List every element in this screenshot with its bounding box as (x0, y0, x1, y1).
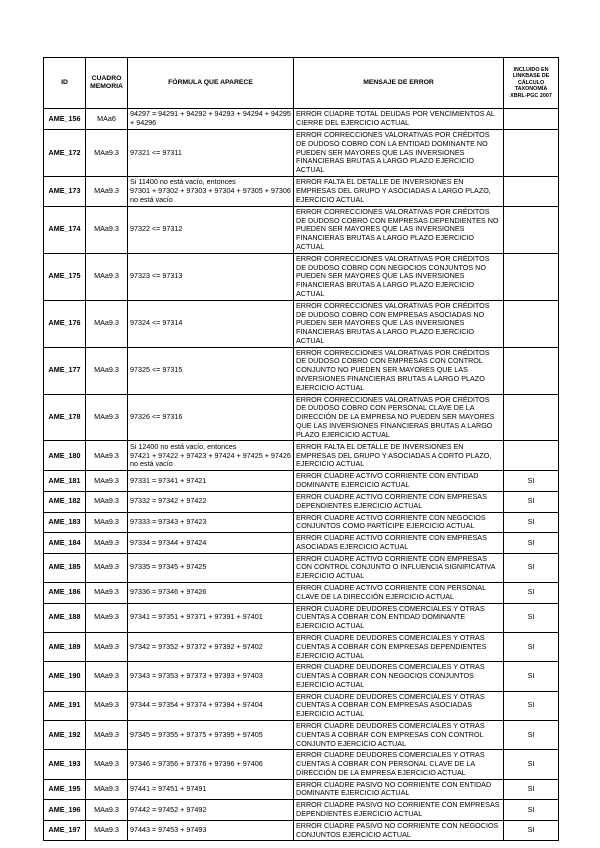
formula-line: 97326 <= 97316 (130, 412, 183, 422)
error-message: ERROR CUADRE ACTIVO CORRIENTE CON ENTIDAD DOMINANTE EJERCICIO ACTUAL (294, 471, 504, 492)
incluido-flag (504, 176, 559, 206)
error-message: ERROR CUADRE TOTAL DEUDAS POR VENCIMIENTOS AL CIERRE DEL EJERCICIO ACTUAL (294, 109, 504, 130)
cuadro-memoria: MAa9.3 (86, 347, 128, 394)
formula-line: 94297 = 94291 + 94292 + 94293 + 94294 + 94295 + 94296 (130, 109, 291, 127)
formula-line: Si 11400 no está vacío, entonces (130, 177, 236, 187)
formula-cell (128, 779, 294, 800)
formula-line: 97323 <= 97313 (130, 271, 183, 281)
table-row (44, 492, 559, 513)
incluido-flag: SI (504, 603, 559, 632)
formula-cell (128, 553, 294, 582)
formula-line: Si 12400 no está vacío, entonces (130, 441, 237, 451)
rule-id: AME_182 (44, 492, 86, 513)
rule-id: AME_188 (44, 603, 86, 632)
rule-id: AME_192 (44, 720, 86, 749)
rule-id: AME_185 (44, 553, 86, 582)
cuadro-memoria: MAa9.3 (86, 800, 128, 821)
formula-cell (128, 206, 294, 253)
cuadro-memoria: MAa9.3 (86, 130, 128, 177)
table-row (44, 471, 559, 492)
formula-cell (128, 750, 294, 779)
cuadro-memoria: MAa9.3 (86, 533, 128, 554)
formula-line: 97321 <= 97311 (130, 147, 182, 157)
incluido-flag: SI (504, 632, 559, 661)
cuadro-memoria: MAa6 (86, 109, 128, 130)
header-formula: FÓRMULA QUE APARECE (128, 58, 294, 109)
cuadro-memoria: MAa9.3 (86, 512, 128, 533)
cuadro-memoria: MAa9.3 (86, 583, 128, 604)
cuadro-memoria: MAa9.3 (86, 603, 128, 632)
error-message: ERROR CORRECCIONES VALORATIVAS POR CRÉDITOS DE DUDOSO COBRO CON NEGOCIOS CONJUNTOS NO PUEDEN SER MAYORES QUE LAS INVERSIONES FINANCIERAS BRUTAS A LARGO PLAZO EJERCICIO ACTUAL (294, 253, 504, 300)
rule-id: AME_175 (44, 253, 86, 300)
table-row (44, 109, 559, 130)
formula-cell (128, 583, 294, 604)
table-row (44, 394, 559, 441)
incluido-flag: SI (504, 820, 559, 841)
table-row (44, 691, 559, 720)
formula-line: 97335 = 97345 + 97425 (130, 562, 207, 572)
cuadro-memoria: MAa9.3 (86, 176, 128, 206)
error-message: ERROR CUADRE DEUDORES COMERCIALES Y OTRAS CUENTAS A COBRAR CON EMPRESAS DEPENDIENTES EJERCICIO ACTUAL (294, 632, 504, 661)
error-message: ERROR CORRECCIONES VALORATIVAS POR CRÉDITOS DE DUDOSO COBRO CON EMPRESAS DEPENDIENTES NO PUEDEN SER MAYORES QUE LAS INVERSIONES FINANCIERAS BRUTAS A LARGO PLAZO EJERCICIO ACTUAL (294, 206, 504, 253)
formula-cell (128, 800, 294, 821)
table-row (44, 441, 559, 471)
rule-id: AME_177 (44, 347, 86, 394)
incluido-flag (504, 394, 559, 441)
rule-id: AME_190 (44, 662, 86, 691)
error-message: ERROR CUADRE DEUDORES COMERCIALES Y OTRAS CUENTAS A COBRAR CON PERSONAL CLAVE DE LA DIRECCIÓN DE LA EMPRESA EJERCICIO ACTUAL (294, 750, 504, 779)
cuadro-memoria: MAa9.3 (86, 253, 128, 300)
incluido-flag: SI (504, 583, 559, 604)
incluido-flag: SI (504, 492, 559, 513)
table-row (44, 347, 559, 394)
formula-cell (128, 300, 294, 347)
formula-line: 97421 + 97422 + 97423 + 97424 + 97425 + 97426 no está vacío (130, 450, 291, 469)
cuadro-memoria: MAa9.3 (86, 553, 128, 582)
formula-line: 97342 = 97352 + 97372 + 97392 + 97402 (130, 641, 263, 651)
table-row (44, 176, 559, 206)
formula-cell (128, 471, 294, 492)
error-message: ERROR CORRECCIONES VALORATIVAS POR CRÉDITOS DE DUDOSO COBRO CON EMPRESAS CON CONTROL CONJUNTO NO PUEDEN SER MAYORES QUE LAS INVERSIONES FINANCIERAS BRUTAS A LARGO PLAZO EJERCICIO ACTUAL (294, 347, 504, 394)
incluido-flag: SI (504, 691, 559, 720)
incluido-flag (504, 130, 559, 177)
header-row (44, 58, 559, 109)
table-row (44, 583, 559, 604)
rule-id: AME_184 (44, 533, 86, 554)
formula-cell (128, 394, 294, 441)
formula-line: 97341 = 97351 + 97371 + 97391 + 97401 (130, 612, 263, 622)
error-message: ERROR CUADRE ACTIVO CORRIENTE CON EMPRESAS ASOCIADAS EJERCICIO ACTUAL (294, 533, 504, 554)
formula-cell (128, 253, 294, 300)
cuadro-memoria: MAa9.3 (86, 206, 128, 253)
error-message: ERROR CUADRE PASIVO NO CORRIENTE CON NEGOCIOS CONJUNTOS EJERCICIO ACTUAL (294, 820, 504, 841)
cuadro-memoria: MAa9.3 (86, 394, 128, 441)
incluido-flag: SI (504, 800, 559, 821)
formula-line: 97336 = 97346 + 97426 (130, 587, 207, 597)
error-message: ERROR CUADRE ACTIVO CORRIENTE CON EMPRESAS DEPENDIENTES EJERCICIO ACTUAL (294, 492, 504, 513)
table-row (44, 779, 559, 800)
table-row (44, 800, 559, 821)
error-message: ERROR CUADRE ACTIVO CORRIENTE CON NEGOCIOS CONJUNTOS COMO PARTÍCIPE EJERCICIO ACTUAL (294, 512, 504, 533)
table-row (44, 720, 559, 749)
table-row (44, 820, 559, 841)
rule-id: AME_176 (44, 300, 86, 347)
cuadro-memoria: MAa9.3 (86, 750, 128, 779)
incluido-flag (504, 253, 559, 300)
formula-cell (128, 662, 294, 691)
formula-cell (128, 720, 294, 749)
error-message: ERROR CUADRE DEUDORES COMERCIALES Y OTRAS CUENTAS A COBRAR CON EMPRESAS CON CONTROL CONJUNTO EJERCICIO ACTUAL (294, 720, 504, 749)
incluido-flag: SI (504, 553, 559, 582)
formula-line: 97331 = 97341 + 97421 (130, 475, 207, 485)
error-message: ERROR CORRECCIONES VALORATIVAS POR CRÉDITOS DE DUDOSO COBRO CON PERSONAL CLAVE DE LA DIRECCIÓN DE LA EMPRESA NO PUEDEN SER MAYORES QUE LAS INVERSIONES FINANCIERAS BRUTAS A LARGO PLAZO EJERCICIO ACTUAL (294, 394, 504, 441)
rule-id: AME_174 (44, 206, 86, 253)
formula-line: 97325 <= 97315 (130, 365, 183, 375)
formula-cell (128, 347, 294, 394)
rule-id: AME_195 (44, 779, 86, 800)
table-row (44, 553, 559, 582)
table-row (44, 300, 559, 347)
formula-cell (128, 109, 294, 130)
rule-id: AME_178 (44, 394, 86, 441)
rule-id: AME_196 (44, 800, 86, 821)
formula-line: 97334 = 97344 + 97424 (130, 537, 207, 547)
header-mensaje: MENSAJE DE ERROR (294, 58, 504, 109)
incluido-flag: SI (504, 720, 559, 749)
table-row (44, 632, 559, 661)
formula-line: 97343 = 97353 + 97373 + 97393 + 97403 (130, 671, 263, 681)
cuadro-memoria: MAa9.3 (86, 471, 128, 492)
error-rules-table (43, 57, 559, 841)
table-row (44, 206, 559, 253)
rule-id: AME_193 (44, 750, 86, 779)
error-message: ERROR CUADRE PASIVO NO CORRIENTE CON ENTIDAD DOMINANTE EJERCICIO ACTUAL (294, 779, 504, 800)
cuadro-memoria: MAa9.3 (86, 492, 128, 513)
table-row (44, 662, 559, 691)
rule-id: AME_197 (44, 820, 86, 841)
cuadro-memoria: MAa9.3 (86, 691, 128, 720)
rule-id: AME_186 (44, 583, 86, 604)
rule-id: AME_183 (44, 512, 86, 533)
formula-cell (128, 512, 294, 533)
error-message: ERROR CUADRE DEUDORES COMERCIALES Y OTRAS CUENTAS A COBRAR CON NEGOCIOS CONJUNTOS EJERCICIO ACTUAL (294, 662, 504, 691)
incluido-flag: SI (504, 750, 559, 779)
rule-id: AME_172 (44, 130, 86, 177)
formula-line: 97442 = 97452 + 97492 (130, 804, 207, 814)
formula-line: 97346 = 97356 + 97376 + 97396 + 97406 (130, 759, 263, 769)
table-body (44, 109, 559, 841)
formula-line: 97345 = 97355 + 97375 + 97395 + 97405 (130, 729, 263, 739)
cuadro-memoria: MAa9.3 (86, 662, 128, 691)
formula-line: 97344 = 97354 + 97374 + 97394 + 97404 (130, 700, 263, 710)
rule-id: AME_180 (44, 441, 86, 471)
error-message: ERROR FALTA EL DETALLE DE INVERSIONES EN EMPRESAS DEL GRUPO Y ASOCIADAS A CORTO PLAZO, EJERCICIO ACTUAL (294, 441, 504, 471)
formula-cell (128, 603, 294, 632)
rule-id: AME_173 (44, 176, 86, 206)
rule-id: AME_189 (44, 632, 86, 661)
incluido-flag (504, 347, 559, 394)
incluido-flag: SI (504, 533, 559, 554)
error-message: ERROR CUADRE DEUDORES COMERCIALES Y OTRAS CUENTAS A COBRAR CON ENTIDAD DOMINANTE EJERCICIO ACTUAL (294, 603, 504, 632)
rule-id: AME_156 (44, 109, 86, 130)
header-id: ID (44, 58, 86, 109)
error-message: ERROR CUADRE DEUDORES COMERCIALES Y OTRAS CUENTAS A COBRAR CON EMPRESAS ASOCIADAS EJERCICIO ACTUAL (294, 691, 504, 720)
table-row (44, 512, 559, 533)
incluido-flag: SI (504, 779, 559, 800)
incluido-flag (504, 300, 559, 347)
incluido-flag: SI (504, 471, 559, 492)
cuadro-memoria: MAa9.3 (86, 632, 128, 661)
cuadro-memoria: MAa9.3 (86, 720, 128, 749)
error-message: ERROR CUADRE ACTIVO CORRIENTE CON PERSONAL CLAVE DE LA DIRECCIÓN EJERCICIO ACTUAL (294, 583, 504, 604)
formula-cell (128, 533, 294, 554)
incluido-flag: SI (504, 662, 559, 691)
formula-cell (128, 441, 294, 471)
table-row (44, 253, 559, 300)
rule-id: AME_191 (44, 691, 86, 720)
error-message: ERROR FALTA EL DETALLE DE INVERSIONES EN EMPRESAS DEL GRUPO Y ASOCIADAS A LARGO PLAZO, EJERCICIO ACTUAL (294, 176, 504, 206)
incluido-flag (504, 109, 559, 130)
error-message: ERROR CUADRE PASIVO NO CORRIENTE CON EMPRESAS DEPENDIENTES EJERCICIO ACTUAL (294, 800, 504, 821)
formula-cell (128, 492, 294, 513)
formula-line: 97332 = 97342 + 97422 (130, 496, 207, 506)
error-message: ERROR CUADRE ACTIVO CORRIENTE CON EMPRESAS CON CONTROL CONJUNTO O INFLUENCIA SIGNIFICATIVA EJERCICIO ACTUAL (294, 553, 504, 582)
incluido-flag (504, 206, 559, 253)
incluido-flag: SI (504, 512, 559, 533)
formula-cell (128, 691, 294, 720)
formula-cell (128, 632, 294, 661)
incluido-flag (504, 441, 559, 471)
formula-cell (128, 820, 294, 841)
cuadro-memoria: MAa9.3 (86, 441, 128, 471)
table-row (44, 603, 559, 632)
formula-line: 97443 = 97453 + 97493 (130, 825, 207, 835)
formula-line: 97322 <= 97312 (130, 224, 183, 234)
header-cuadro: CUADRO MEMORIA (86, 58, 128, 109)
formula-line: 97301 + 97302 + 97303 + 97304 + 97305 + 97306 no está vacío (130, 186, 291, 204)
error-message: ERROR CORRECCIONES VALORATIVAS POR CRÉDITOS DE DUDOSO COBRO CON LA ENTIDAD DOMINANTE NO PUEDEN SER MAYORES QUE LAS INVERSIONES FINANCIERAS BRUTAS A LARGO PLAZO EJERCICIO ACTUAL (294, 130, 504, 177)
cuadro-memoria: MAa9.3 (86, 779, 128, 800)
table-row (44, 533, 559, 554)
header-incluido: INCLUIDO EN LINKBASE DE CÁLCULO TAXONOMÍA XBRL-PGC 2007 (504, 58, 559, 109)
table-row (44, 750, 559, 779)
cuadro-memoria: MAa9.3 (86, 820, 128, 841)
rule-id: AME_181 (44, 471, 86, 492)
table-row (44, 130, 559, 177)
formula-line: 97324 <= 97314 (130, 318, 183, 328)
formula-cell (128, 130, 294, 177)
formula-line: 97333 = 97343 + 97423 (130, 516, 207, 526)
formula-cell (128, 176, 294, 206)
formula-line: 97441 = 97451 + 97491 (130, 784, 207, 794)
error-message: ERROR CORRECCIONES VALORATIVAS POR CRÉDITOS DE DUDOSO COBRO CON EMPRESAS ASOCIADAS NO PUEDEN SER MAYORES QUE LAS INVERSIONES FINANCIERAS BRUTAS A LARGO PLAZO EJERCICIO ACTUAL (294, 300, 504, 347)
cuadro-memoria: MAa9.3 (86, 300, 128, 347)
